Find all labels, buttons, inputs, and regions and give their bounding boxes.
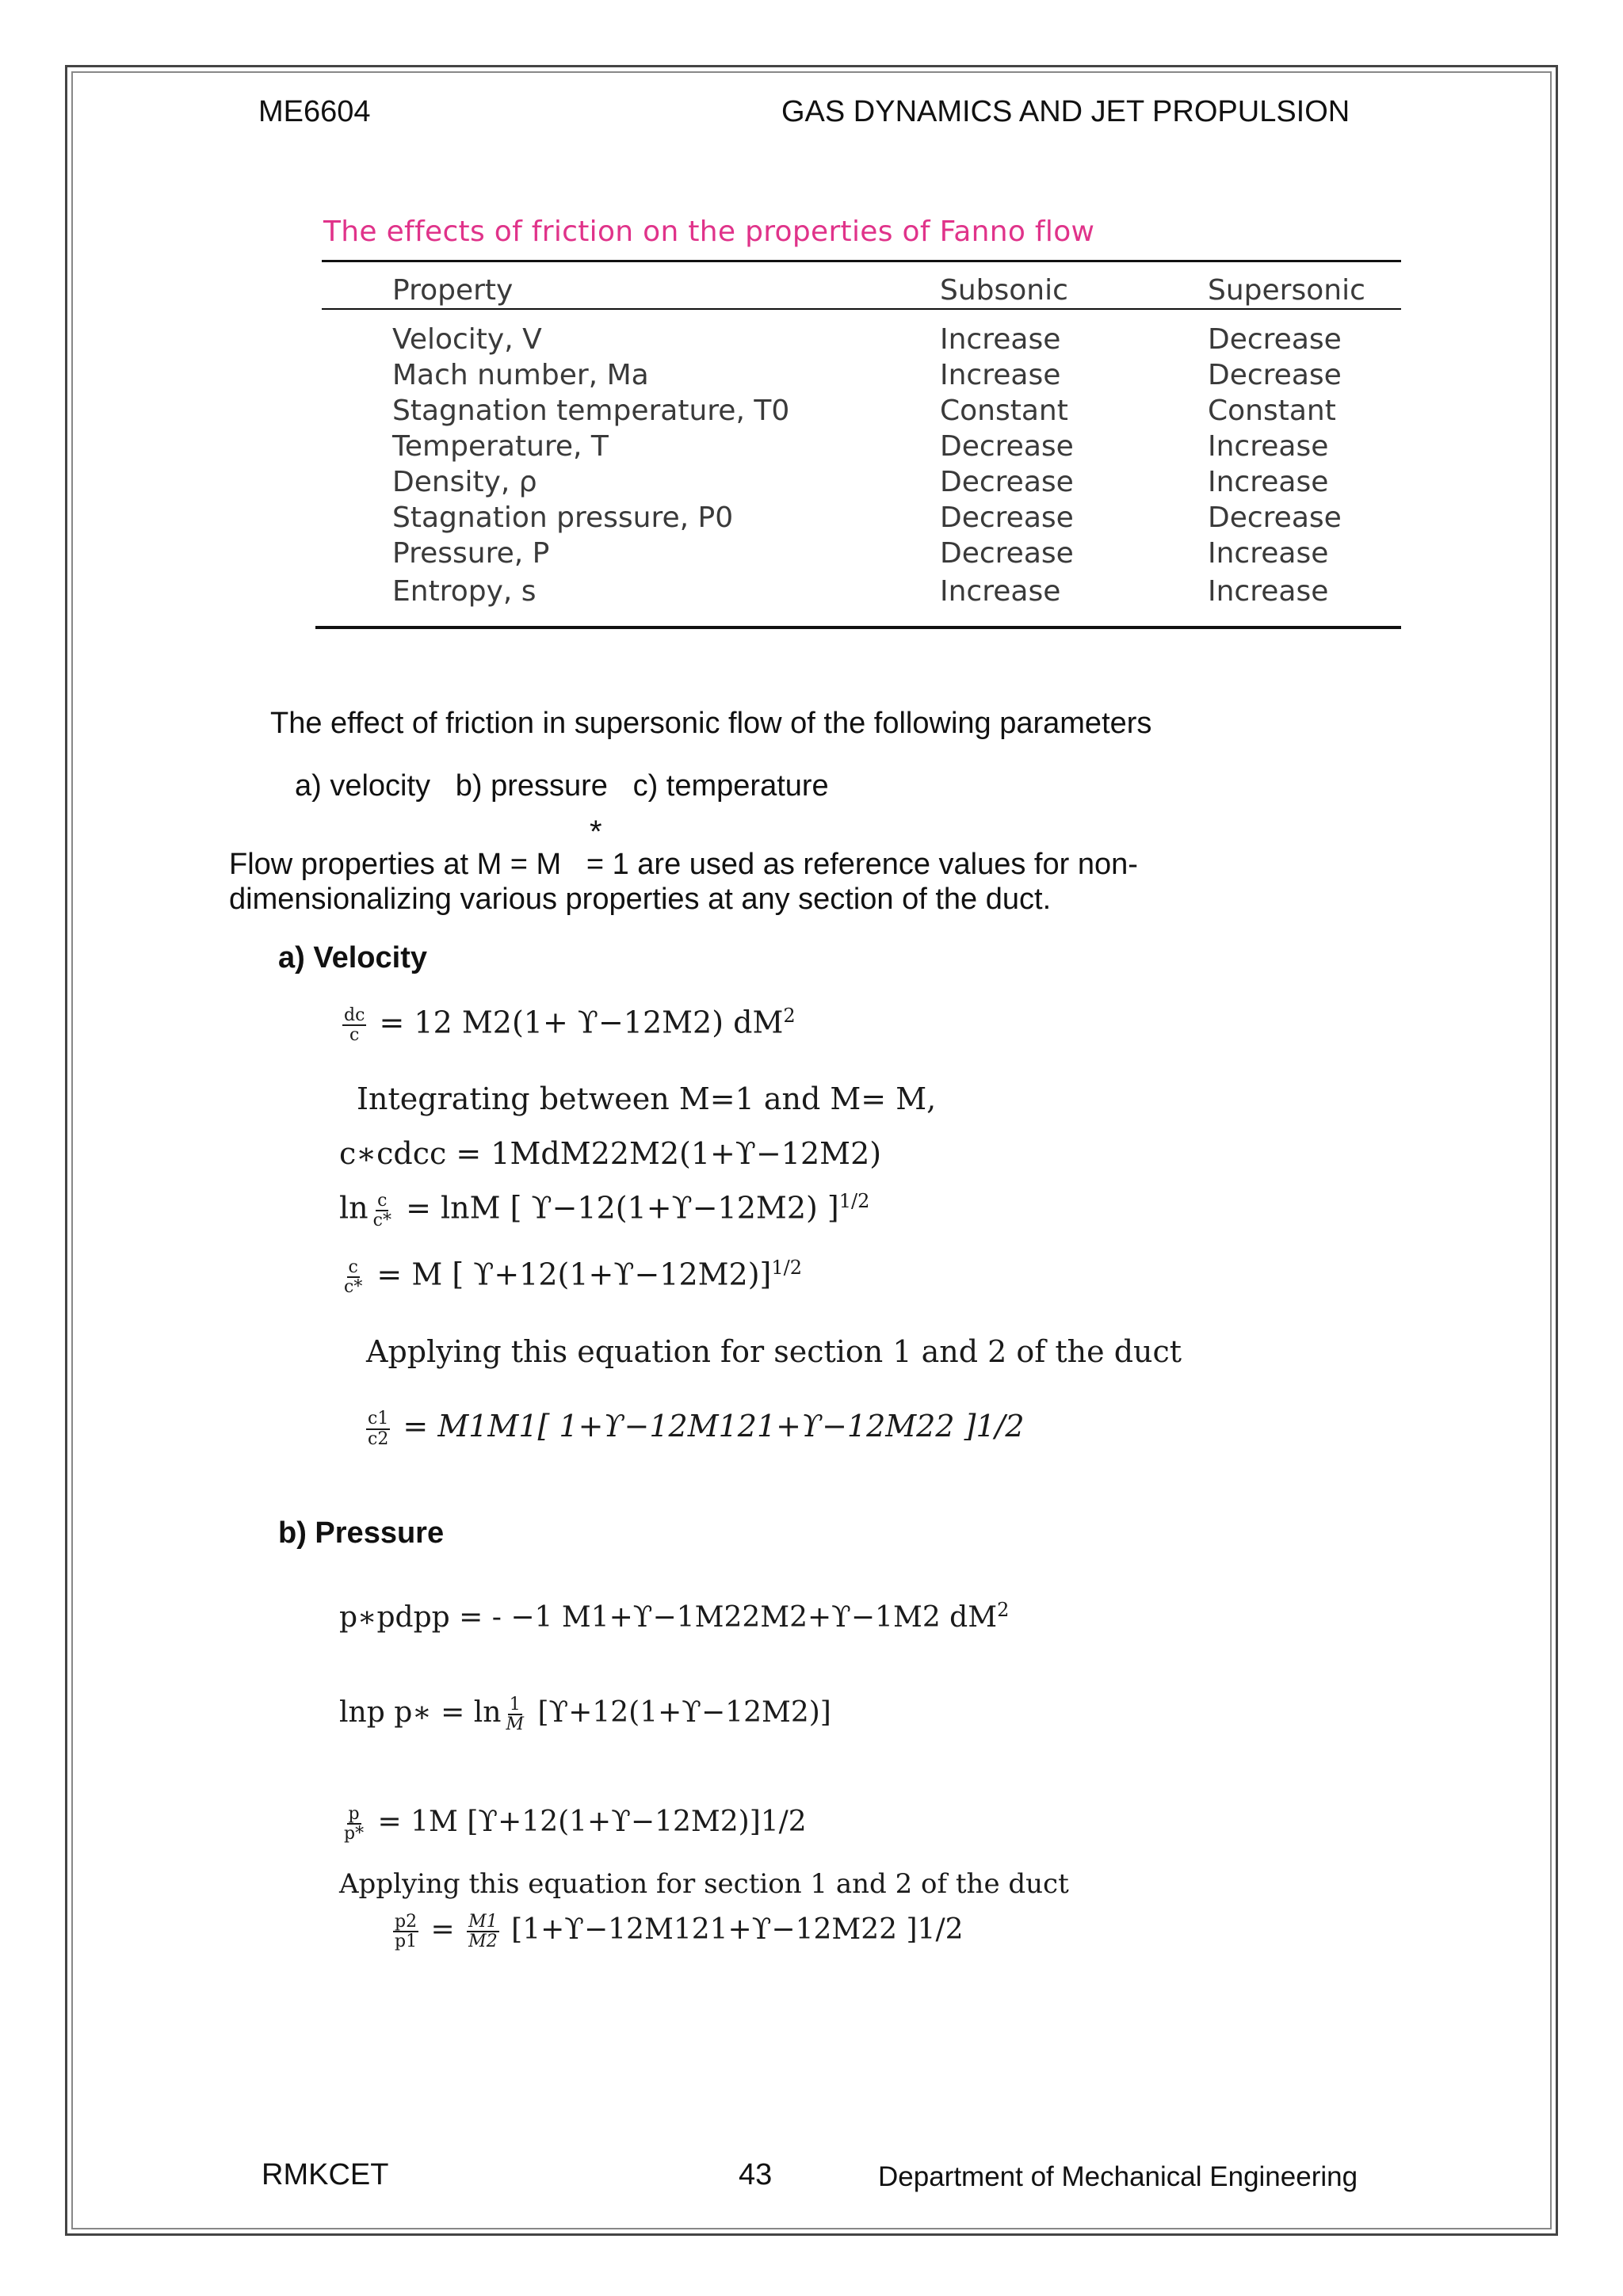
pressure-eq-1: p∗pdpp = - −1 M1+ϒ−1M22M2+ϒ−1M2 $dM^2$ — [339, 1599, 1010, 1634]
cell-supersonic: Increase — [1208, 430, 1329, 463]
page-number: 43 — [739, 2158, 773, 2191]
course-title: GAS DYNAMICS AND JET PROPULSION — [781, 95, 1350, 128]
velocity-eq-2: c∗cdcc = 1MdM22M2(1+ϒ−12M2) — [339, 1136, 882, 1171]
cell-property: Pressure, P — [392, 537, 550, 570]
cell-subsonic: Increase — [940, 575, 1061, 608]
parameter-list: a) velocity b) pressure c) temperature — [295, 769, 829, 803]
velocity-integrating-text: Integrating between M=1 and M= M, — [357, 1081, 937, 1116]
cell-supersonic: Increase — [1208, 537, 1329, 570]
table-title: The effects of friction on the properties of Fanno flow — [323, 215, 1095, 248]
section-heading-pressure: b) Pressure — [278, 1516, 445, 1550]
velocity-eq-1: $\frac{dc}{c}$ = 12 M2(1+ ϒ−12M2) $dM^2$ — [344, 1005, 796, 1046]
col-header-subsonic: Subsonic — [940, 274, 1068, 307]
cell-property: Velocity, V — [392, 323, 542, 356]
velocity-eq-4: $\frac{c}{c*}$ = M [ ϒ+12(1+ϒ−12M2)]$^{1/2}$ — [344, 1257, 802, 1298]
cell-subsonic: Decrease — [940, 502, 1074, 534]
cell-supersonic: Increase — [1208, 466, 1329, 498]
table-header-rule — [322, 308, 1401, 310]
cell-supersonic: Decrease — [1208, 502, 1342, 534]
velocity-eq-5: $\frac{c1}{c2}$ = M1M1[ 1+ϒ−12M121+ϒ−12M22 ]1/2 — [368, 1409, 1025, 1449]
section-heading-velocity: a) Velocity — [278, 941, 427, 974]
table-top-rule — [322, 260, 1401, 262]
table-bottom-rule — [315, 626, 1401, 629]
pressure-eq-3: $\frac{p}{p*}$ = 1M [ϒ+12(1+ϒ−12M2)]1/2 — [344, 1804, 807, 1844]
reference-text-line2: dimensionalizing various properties at any section of the duct. — [229, 883, 1052, 916]
cell-subsonic: Increase — [940, 359, 1061, 391]
pressure-applying-text: Applying this equation for section 1 and 2 of the duct — [339, 1868, 1069, 1900]
cell-property: Stagnation temperature, T0 — [392, 395, 790, 427]
cell-supersonic: Constant — [1208, 395, 1336, 427]
course-code: ME6604 — [258, 95, 371, 128]
cell-subsonic: Constant — [940, 395, 1068, 427]
pressure-eq-2: lnp p∗ = ln $\frac{1}{M}$ [ϒ+12(1+ϒ−12M2)] — [339, 1695, 831, 1735]
reference-text-line1: Flow properties at M = M = 1 are used as reference values for non- — [229, 848, 1138, 881]
cell-subsonic: Decrease — [940, 430, 1074, 463]
velocity-applying-text: Applying this equation for section 1 and 2 of the duct — [366, 1334, 1182, 1369]
cell-supersonic: Increase — [1208, 575, 1329, 608]
cell-subsonic: Decrease — [940, 466, 1074, 498]
footer-institution: RMKCET — [262, 2158, 389, 2191]
cell-property: Temperature, T — [392, 430, 609, 463]
cell-property: Mach number, Ma — [392, 359, 649, 391]
cell-subsonic: Increase — [940, 323, 1061, 356]
cell-property: Stagnation pressure, P0 — [392, 502, 734, 534]
footer-department: Department of Mechanical Engineering — [878, 2161, 1358, 2192]
cell-supersonic: Decrease — [1208, 323, 1342, 356]
star-superscript: * — [590, 814, 602, 849]
cell-supersonic: Decrease — [1208, 359, 1342, 391]
cell-property: Entropy, s — [392, 575, 537, 608]
cell-subsonic: Decrease — [940, 537, 1074, 570]
cell-property: Density, ρ — [392, 466, 537, 498]
pressure-eq-4: $\frac{p2}{p1}$ = $\frac{M1}{M2}$ [1+ϒ−12M121+ϒ−12M22 ]1/2 — [395, 1912, 964, 1952]
velocity-eq-3: ln $\frac{c}{c*}$ = lnM [ ϒ−12(1+ϒ−12M2) ]$^{1/2}$ — [339, 1190, 870, 1231]
intro-text: The effect of friction in supersonic flow of the following parameters — [270, 707, 1152, 740]
col-header-property: Property — [392, 274, 514, 307]
col-header-supersonic: Supersonic — [1208, 274, 1365, 307]
